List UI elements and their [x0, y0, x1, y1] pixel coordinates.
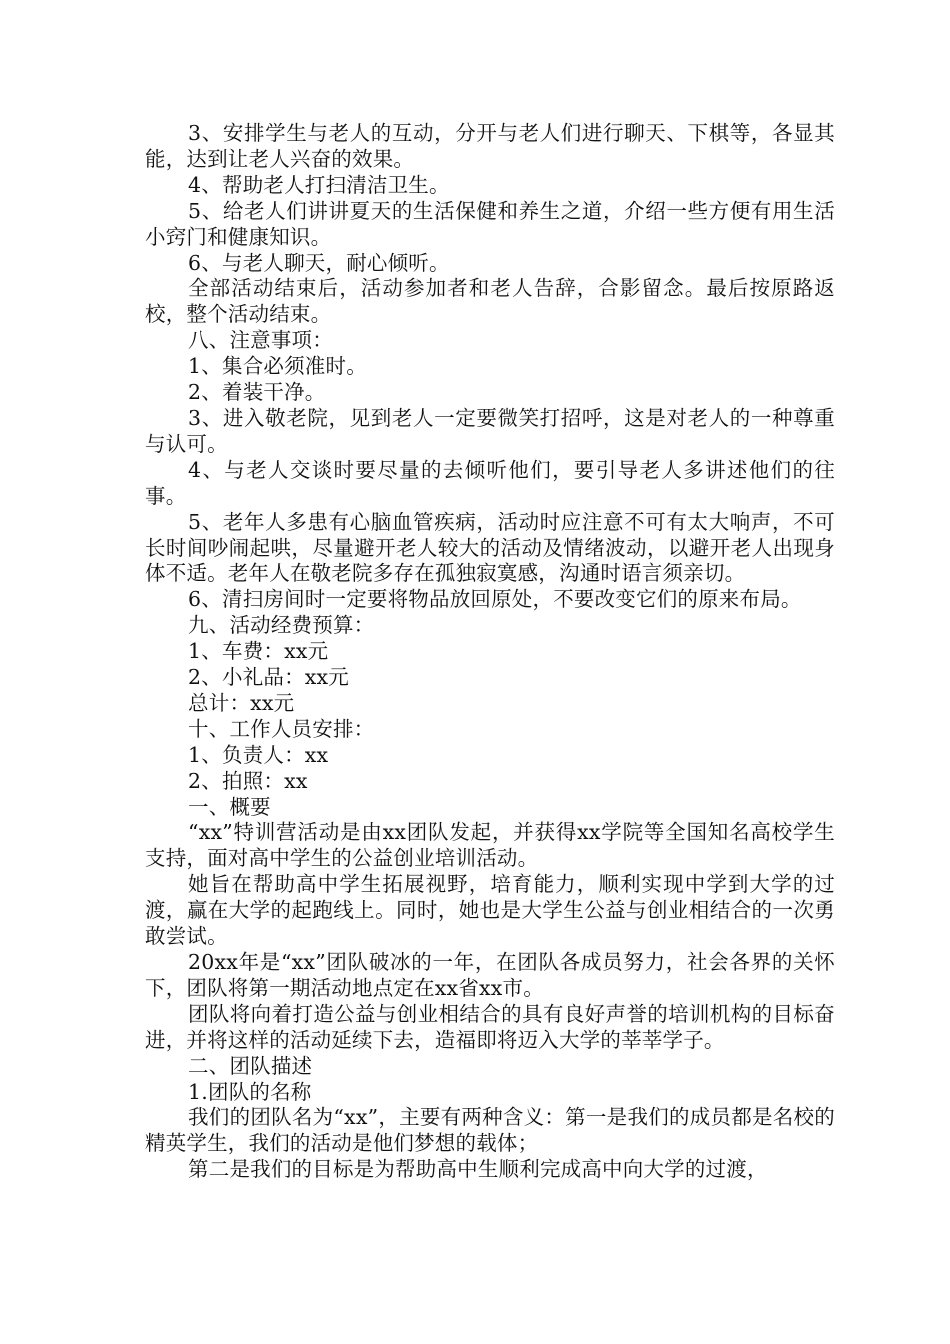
paragraph: 团队将向着打造公益与创业相结合的具有良好声誉的培训机构的目标奋进，并将这样的活动延续下去，造福即将迈入大学的莘莘学子。: [145, 1001, 835, 1052]
section-heading: 一、概要: [188, 794, 271, 819]
paragraph: 总计：xx元: [188, 690, 295, 715]
paragraph: 5、给老人们讲讲夏天的生活保健和养生之道，介绍一些方便有用生活小窍门和健康知识。: [145, 198, 835, 249]
document-body: [145, 121, 835, 1183]
paragraph: 1、负责人：xx: [188, 742, 329, 767]
subsection-heading: 1.团队的名称: [188, 1079, 312, 1104]
paragraph: 2、拍照：xx: [188, 768, 308, 793]
paragraph: 1、车费：xx元: [188, 639, 329, 664]
paragraph: 4、帮助老人打扫清洁卫生。: [188, 172, 450, 197]
paragraph: 5、老年人多患有心脑血管疾病，活动时应注意不可有太大响声，不可长时间吵闹起哄，尽量避开老人较大的活动及情绪波动，以避开老人出现身体不适。老年人在敬老院多存在孤独寂寞感，沟通时语言须亲切。: [145, 509, 835, 586]
paragraph: “xx”特训营活动是由xx团队发起，并获得xx学院等全国知名高校学生支持，面对高中学生的公益创业培训活动。: [145, 820, 835, 871]
paragraph: 6、与老人聊天，耐心倾听。: [188, 250, 450, 275]
section-heading: 二、团队描述: [188, 1053, 313, 1078]
section-heading: 十、工作人员安排：: [188, 716, 375, 741]
paragraph: 2、着装干净。: [188, 380, 326, 405]
paragraph: 她旨在帮助高中学生拓展视野，培育能力，顺利实现中学到大学的过渡，赢在大学的起跑线上。同时，她也是大学生公益与创业相结合的一次勇敢尝试。: [145, 872, 835, 949]
paragraph: 4、与老人交谈时要尽量的去倾听他们，要引导老人多讲述他们的往事。: [145, 457, 835, 508]
paragraph: 全部活动结束后，活动参加者和老人告辞，合影留念。最后按原路返校，整个活动结束。: [145, 276, 835, 327]
section-heading: 九、活动经费预算：: [188, 613, 375, 638]
paragraph: 3、安排学生与老人的互动，分开与老人们进行聊天、下棋等，各显其能，达到让老人兴奋的效果。: [145, 121, 835, 171]
paragraph: 3、进入敬老院，见到老人一定要微笑打招呼，这是对老人的一种尊重与认可。: [145, 405, 835, 456]
paragraph: 我们的团队名为“xx”，主要有两种含义：第一是我们的成员都是名校的精英学生，我们的活动是他们梦想的载体；: [145, 1105, 835, 1156]
section-heading: 八、注意事项：: [188, 328, 333, 353]
paragraph: 6、清扫房间时一定要将物品放回原处，不要改变它们的原来布局。: [188, 587, 802, 612]
paragraph: 2、小礼品：xx元: [188, 665, 350, 690]
paragraph: 1、集合必须准时。: [188, 354, 367, 379]
paragraph: 第二是我们的目标是为帮助高中生顺利完成高中向大学的过渡，: [188, 1157, 768, 1182]
paragraph: 20xx年是“xx”团队破冰的一年，在团队各成员努力，社会各界的关怀下，团队将第一期活动地点定在xx省xx市。: [145, 950, 835, 1000]
